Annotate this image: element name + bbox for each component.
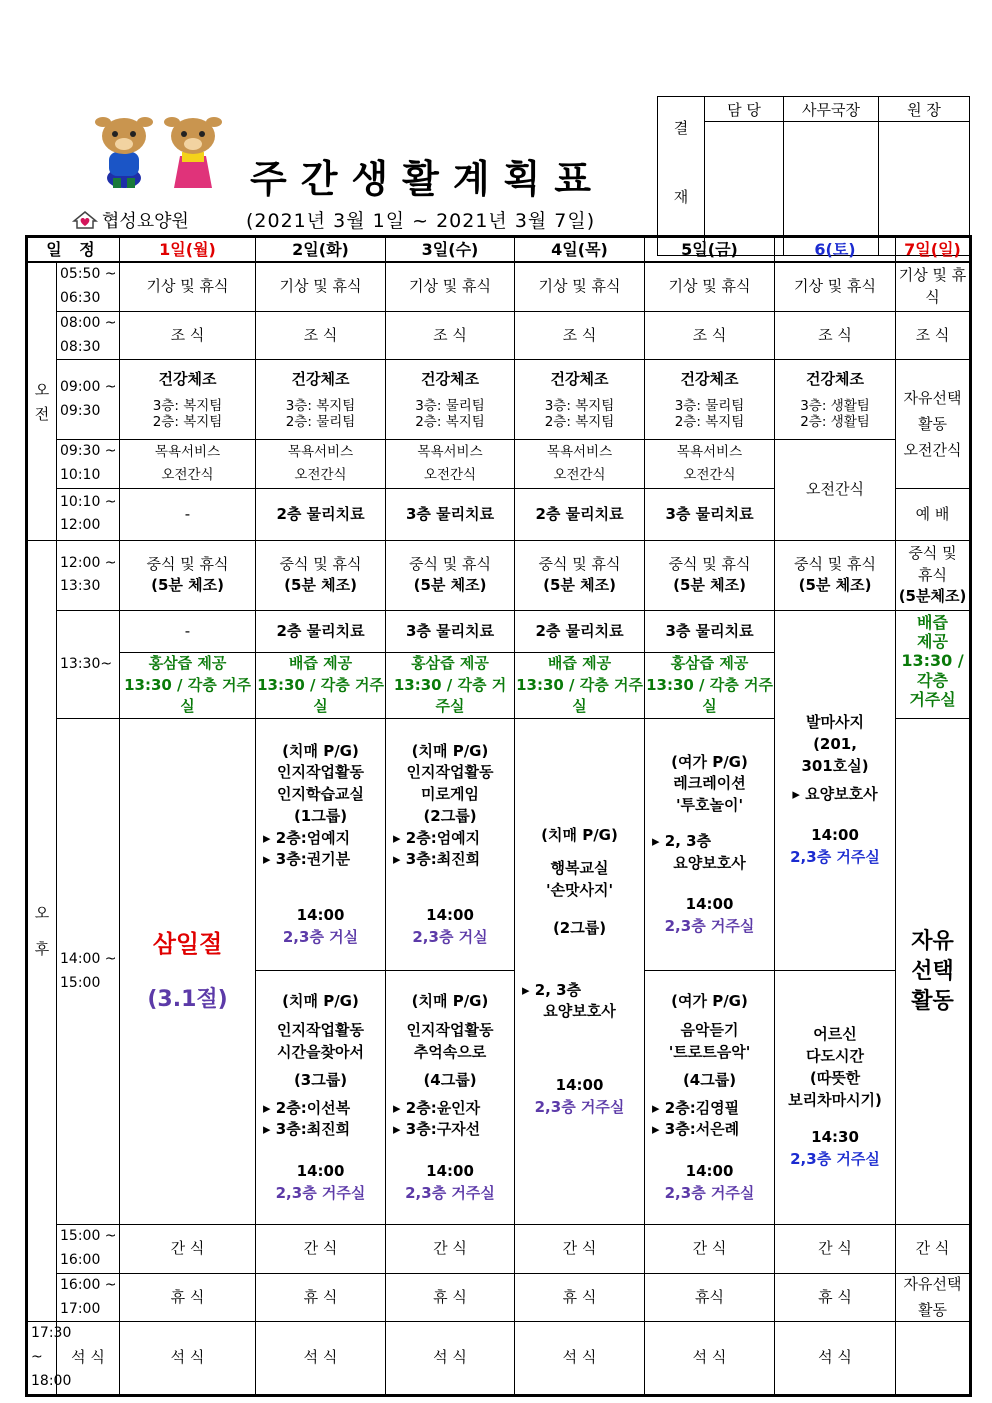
exercise-cell: 건강체조 3층: 물리팀 2층: 복지팀 — [645, 360, 775, 440]
approval-role: 담 당 — [705, 97, 784, 122]
time-slot: 09:00 ~ 09:30 — [57, 360, 120, 440]
program-cell: (치매 P/G) 인지작업활동 추억속으로 (4그룹) ▸ 2층:윤인자 ▸ 3층:구자선 14:00 2,3층 거주실 — [386, 971, 515, 1225]
approval-label-bottom: 재 — [673, 188, 689, 206]
activity-cell: 자유선택 활동 — [896, 1273, 971, 1322]
sunday-drink-cell: 배즙 제공 13:30 / 각층 거주실 — [896, 610, 971, 718]
exercise-cell: 건강체조 3층: 복지팀 2층: 복지팀 — [120, 360, 256, 440]
org-name-text: 협성요양원 — [102, 211, 189, 232]
bath-cell: 목욕서비스 오전간식 — [515, 440, 645, 489]
time-slot: 08:00 ~ 08:30 — [57, 311, 120, 360]
drink-cell: 배즙 제공 13:30 / 각층 거주실 — [256, 652, 386, 718]
time-slot: 16:00 ~ 17:00 — [57, 1273, 120, 1322]
activity-cell: 기상 및 휴식 — [775, 262, 896, 311]
day-header: 5일(금) — [645, 237, 775, 263]
page-title: 주간생활계획표 — [250, 157, 605, 201]
section-am: 오전 — [27, 262, 57, 540]
heart-house-icon — [72, 210, 98, 230]
pt-cell: 3층 물리치료 — [645, 488, 775, 540]
pt-cell: - — [120, 488, 256, 540]
program-cell: (여가 P/G) 레크레이션 '투호놀이' ▸ 2, 3층 요양보호사 14:00 2,3층 거주실 — [645, 719, 775, 971]
activity-cell: 석 식 — [256, 1322, 386, 1395]
activity-cell: 휴 식 — [515, 1273, 645, 1322]
activity-cell: 조 식 — [386, 311, 515, 360]
lunch-cell: 중식 및 휴식 (5분 체조) — [645, 540, 775, 610]
day-header: 1일(월) — [120, 237, 256, 263]
activity-cell: 조 식 — [515, 311, 645, 360]
activity-cell: 조 식 — [120, 311, 256, 360]
period: (2021년 3월 1일 ~ 2021년 3월 7일) — [246, 210, 596, 232]
lunch-cell: 중식 및 휴식 (5분체조) — [896, 540, 971, 610]
pt-cell: 3층 물리치료 — [386, 610, 515, 652]
activity-cell: 간 식 — [120, 1225, 256, 1274]
activity-cell: 석 식 — [386, 1322, 515, 1395]
activity-cell: 휴 식 — [386, 1273, 515, 1322]
activity-cell: 간 식 — [515, 1225, 645, 1274]
pt-cell: 2층 물리치료 — [256, 488, 386, 540]
activity-cell: 석 식 — [775, 1322, 896, 1395]
bath-cell: 목욕서비스 오전간식 — [645, 440, 775, 489]
program-cell: (치매 P/G) 인지작업활동 미로게임 (2그룹) ▸ 2층:엄예지 ▸ 3층:최진희 14:00 2,3층 거실 — [386, 719, 515, 971]
col-header-schedule: 일 정 — [27, 237, 120, 263]
program-cell: (치매 P/G) 인지작업활동 시간을찾아서 (3그룹) ▸ 2층:이선복 ▸ 3층:최진희 14:00 2,3층 거주실 — [256, 971, 386, 1225]
activity-cell: 기상 및 휴식 — [515, 262, 645, 311]
holiday-cell: 삼일절 (3.1절) — [120, 719, 256, 1225]
program-cell: 어르신 다도시간 (따뜻한 보리차마시기) 14:30 2,3층 거주실 — [775, 971, 896, 1225]
activity-cell: 간 식 — [775, 1225, 896, 1274]
activity-cell: 휴 식 — [256, 1273, 386, 1322]
approval-box — [657, 96, 970, 256]
pt-cell: 2층 물리치료 — [256, 610, 386, 652]
day-header: 3일(수) — [386, 237, 515, 263]
drink-cell: 홍삼즙 제공 13:30 / 각층 거주실 — [386, 652, 515, 718]
time-slot: 14:00 ~ 15:00 — [57, 719, 120, 1225]
activity-cell: 휴 식 — [775, 1273, 896, 1322]
lunch-cell: 중식 및 휴식 (5분 체조) — [515, 540, 645, 610]
activity-cell: 조 식 — [645, 311, 775, 360]
exercise-cell: 건강체조 3층: 생활팀 2층: 생활팀 — [775, 360, 896, 440]
activity-cell: 기상 및 휴식 — [896, 262, 971, 311]
activity-cell: 휴 식 — [120, 1273, 256, 1322]
schedule-table — [25, 235, 972, 1397]
mascot-icon — [93, 112, 155, 190]
time-slot: 13:30~ — [57, 610, 120, 718]
pt-cell: 3층 물리치료 — [645, 610, 775, 652]
activity-cell: 조 식 — [256, 311, 386, 360]
time-slot: 15:00 ~ 16:00 — [57, 1225, 120, 1274]
exercise-cell: 건강체조 3층: 복지팀 2층: 복지팀 — [515, 360, 645, 440]
program-cell: 발마사지 (201, 301호실) ▸ 요양보호사 14:00 2,3층 거주실 — [775, 610, 896, 970]
lunch-cell: 중식 및 휴식 (5분 체조) — [775, 540, 896, 610]
activity-cell: 기상 및 휴식 — [256, 262, 386, 311]
activity-cell: 기상 및 휴식 — [120, 262, 256, 311]
day-header: 6(토) — [775, 237, 896, 263]
exercise-cell: 건강체조 3층: 물리팀 2층: 복지팀 — [386, 360, 515, 440]
day-header: 7일(일) — [896, 237, 971, 263]
day-header: 2일(화) — [256, 237, 386, 263]
mascot-icon — [162, 112, 224, 190]
approval-label-top: 결 — [673, 119, 689, 137]
activity-cell: 간 식 — [896, 1225, 971, 1274]
snack-cell: 오전간식 — [775, 440, 896, 541]
org-name — [72, 207, 189, 233]
activity-cell: 석 식 — [645, 1322, 775, 1395]
pt-cell: 2층 물리치료 — [515, 610, 645, 652]
time-slot: 09:30 ~ 10:10 — [57, 440, 120, 489]
bath-cell: 목욕서비스 오전간식 — [386, 440, 515, 489]
drink-cell: 홍삼즙 제공 13:30 / 각층 거주실 — [645, 652, 775, 718]
time-slot: 17:30 ~ 18:00 — [27, 1322, 57, 1395]
activity-cell: 석 식 — [57, 1322, 120, 1395]
drink-cell: 홍삼즙 제공 13:30 / 각층 거주실 — [120, 652, 256, 718]
approval-label — [658, 97, 705, 256]
time-slot: 05:50 ~ 06:30 — [57, 262, 120, 311]
lunch-cell: 중식 및 휴식 (5분 체조) — [386, 540, 515, 610]
drink-cell: 배즙 제공 13:30 / 각층 거주실 — [515, 652, 645, 718]
activity-cell: 조 식 — [775, 311, 896, 360]
activity-cell: 휴식 — [645, 1273, 775, 1322]
lunch-cell: 중식 및 휴식 (5분 체조) — [120, 540, 256, 610]
activity-cell: 조 식 — [896, 311, 971, 360]
program-cell: (여가 P/G) 음악듣기 '트로트음악' (4그룹) ▸ 2층:김영필 ▸ 3층:서은례 14:00 2,3층 거주실 — [645, 971, 775, 1225]
activity-cell: 기상 및 휴식 — [386, 262, 515, 311]
worship-cell: 예 배 — [896, 488, 971, 540]
sunday-morning-cell: 자유선택 활동 오전간식 — [896, 360, 971, 489]
time-slot: 12:00 ~ 13:30 — [57, 540, 120, 610]
activity-cell: 간 식 — [386, 1225, 515, 1274]
activity-cell: 석 식 — [515, 1322, 645, 1395]
bath-cell: 목욕서비스 오전간식 — [120, 440, 256, 489]
section-pm: 오후 — [27, 540, 57, 1321]
approval-role: 사무국장 — [784, 97, 879, 122]
pt-cell: 3층 물리치료 — [386, 488, 515, 540]
lunch-cell: 중식 및 휴식 (5분 체조) — [256, 540, 386, 610]
day-header: 4일(목) — [515, 237, 645, 263]
pt-cell: - — [120, 610, 256, 652]
activity-cell: 간 식 — [645, 1225, 775, 1274]
bath-cell: 목욕서비스 오전간식 — [256, 440, 386, 489]
activity-cell: 간 식 — [256, 1225, 386, 1274]
activity-cell: 기상 및 휴식 — [645, 262, 775, 311]
approval-role: 원 장 — [879, 97, 970, 122]
activity-cell: 석 식 — [120, 1322, 256, 1395]
program-cell: (치매 P/G) 행복교실 '손맛사지' (2그룹) ▸ 2, 3층 요양보호사 14:00 2,3층 거주실 — [515, 719, 645, 1225]
time-slot: 10:10 ~ 12:00 — [57, 488, 120, 540]
pt-cell: 2층 물리치료 — [515, 488, 645, 540]
exercise-cell: 건강체조 3층: 복지팀 2층: 물리팀 — [256, 360, 386, 440]
program-cell: (치매 P/G) 인지작업활동 인지학습교실 (1그룹) ▸ 2층:엄예지 ▸ 3층:권기분 14:00 2,3층 거실 — [256, 719, 386, 971]
sunday-free-cell: 자유 선택 활동 — [896, 719, 971, 1225]
